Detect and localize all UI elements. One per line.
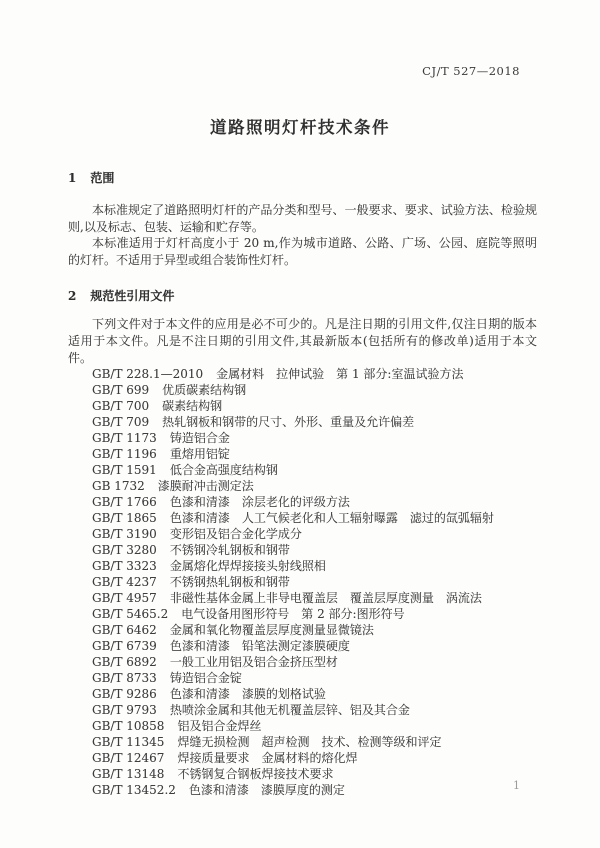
reference-item — [68, 462, 537, 478]
reference-item — [68, 494, 537, 510]
standard-number: CJ/T 527—2018 — [422, 64, 520, 78]
reference-code: GB/T 5465.2 — [92, 607, 169, 622]
reference-code: GB/T 8733 — [92, 671, 157, 686]
reference-code: GB/T 1173 — [92, 431, 157, 446]
reference-item — [68, 766, 537, 782]
reference-title: 非磁性基体金属上非导电覆盖层 覆盖层厚度测量 涡流法 — [169, 591, 482, 606]
reference-title: 焊接质量要求 金属材料的熔化焊 — [177, 751, 358, 766]
section-references-heading — [68, 288, 537, 304]
reference-item — [68, 622, 537, 638]
reference-code: GB/T 11345 — [92, 735, 165, 750]
reference-code: GB/T 1196 — [92, 447, 157, 462]
reference-item — [68, 750, 537, 766]
reference-title: 漆膜耐冲击测定法 — [157, 479, 254, 494]
reference-title: 不锈钢冷轧钢板和钢带 — [169, 543, 290, 558]
reference-title: 金属和氧化物覆盖层厚度测量显微镜法 — [169, 623, 374, 638]
reference-code: GB/T 3323 — [92, 559, 157, 574]
reference-title: 色漆和清漆 人工气候老化和人工辐射曝露 滤过的氙弧辐射 — [169, 511, 494, 526]
reference-code: GB/T 6739 — [92, 639, 157, 654]
reference-code: GB/T 6892 — [92, 655, 157, 670]
reference-title: 电气设备用图形符号 第 2 部分:图形符号 — [181, 607, 405, 622]
reference-item — [68, 782, 537, 798]
reference-code: GB/T 1766 — [92, 495, 157, 510]
reference-title: 热轧钢板和钢带的尺寸、外形、重量及允许偏差 — [162, 415, 415, 430]
reference-title: 碳素结构钢 — [162, 399, 223, 414]
reference-title: 重熔用铝锭 — [169, 447, 230, 462]
reference-item — [68, 366, 537, 382]
section-scope-number: 1 — [68, 171, 77, 185]
reference-title: 铸造铝合金 — [169, 431, 230, 446]
reference-code: GB/T 4957 — [92, 591, 157, 606]
reference-item — [68, 702, 537, 718]
reference-title: 色漆和清漆 铅笔法测定漆膜硬度 — [169, 639, 350, 654]
section-references-number: 2 — [68, 289, 77, 304]
page-number: 1 — [513, 779, 520, 792]
page-content — [68, 170, 537, 798]
reference-title: 变形铝及铝合金化学成分 — [169, 527, 302, 542]
reference-code: GB/T 709 — [92, 415, 150, 430]
reference-item — [68, 574, 537, 590]
reference-title: 优质碳素结构钢 — [162, 383, 247, 398]
reference-item — [68, 430, 537, 446]
reference-code: GB/T 9793 — [92, 703, 157, 718]
reference-item — [68, 446, 537, 462]
reference-title: 铝及铝合金焊丝 — [177, 719, 262, 734]
reference-code: GB/T 1865 — [92, 511, 157, 526]
reference-title: 一般工业用铝及铝合金挤压型材 — [169, 655, 338, 670]
reference-item — [68, 478, 537, 494]
reference-item — [68, 542, 537, 558]
reference-item — [68, 654, 537, 670]
reference-item — [68, 510, 537, 526]
reference-title: 热喷涂金属和其他无机覆盖层锌、铝及其合金 — [169, 703, 410, 718]
reference-title: 不锈钢复合钢板焊接技术要求 — [177, 767, 334, 782]
document-title: 道路照明灯杆技术条件 — [210, 118, 390, 137]
reference-title: 金属熔化焊焊接接头射线照相 — [169, 559, 326, 574]
reference-title: 低合金高强度结构钢 — [169, 463, 278, 478]
reference-item — [68, 558, 537, 574]
reference-item — [68, 606, 537, 622]
scope-paragraph-1: 本标准规定了道路照明灯杆的产品分类和型号、一般要求、要求、试验方法、检验规则,以及标志、包装、运输和贮存等。 — [68, 203, 537, 234]
references-list — [68, 366, 537, 798]
reference-code: GB/T 3190 — [92, 527, 157, 542]
reference-code: GB/T 4237 — [92, 575, 157, 590]
reference-item — [68, 686, 537, 702]
reference-item — [68, 526, 537, 542]
reference-code: GB/T 13452.2 — [92, 783, 176, 798]
reference-item — [68, 382, 537, 398]
section-scope-heading — [68, 170, 537, 186]
reference-item — [68, 590, 537, 606]
reference-code: GB/T 1591 — [92, 463, 157, 478]
reference-title: 不锈钢热轧钢板和钢带 — [169, 575, 290, 590]
reference-title: 铸造铝合金锭 — [169, 671, 242, 686]
reference-code: GB/T 699 — [92, 383, 150, 398]
reference-title: 色漆和清漆 涂层老化的评级方法 — [169, 495, 350, 510]
section-references-title: 规范性引用文件 — [90, 289, 175, 304]
reference-title: 焊缝无损检测 超声检测 技术、检测等级和评定 — [177, 735, 442, 750]
reference-code: GB/T 12467 — [92, 751, 165, 766]
reference-code: GB/T 13148 — [92, 767, 165, 782]
reference-code: GB/T 3280 — [92, 543, 157, 558]
reference-code: GB/T 228.1—2010 — [92, 367, 204, 382]
reference-code: GB/T 6462 — [92, 623, 157, 638]
reference-item — [68, 414, 537, 430]
reference-item — [68, 670, 537, 686]
reference-item — [68, 398, 537, 414]
reference-code: GB/T 10858 — [92, 719, 165, 734]
reference-item — [68, 718, 537, 734]
reference-title: 色漆和清漆 漆膜的划格试验 — [169, 687, 326, 702]
reference-title: 色漆和清漆 漆膜厚度的测定 — [188, 783, 345, 798]
references-intro-paragraph: 下列文件对于本文件的应用是必不可少的。凡是注日期的引用文件,仅注日期的版本适用于本文件。凡是不注日期的引用文件,其最新版本(包括所有的修改单)适用于本文件。 — [68, 317, 537, 365]
reference-code: GB 1732 — [92, 479, 145, 494]
reference-item — [68, 638, 537, 654]
reference-item — [68, 734, 537, 750]
section-scope-title: 范围 — [90, 171, 115, 185]
reference-code: GB/T 9286 — [92, 687, 157, 702]
reference-code: GB/T 700 — [92, 399, 150, 414]
reference-title: 金属材料 拉伸试验 第 1 部分:室温试验方法 — [216, 367, 464, 382]
scope-paragraph-2: 本标准适用于灯杆高度小于 20 m,作为城市道路、公路、广场、公园、庭院等照明的灯杆。不适用于异型或组合装饰性灯杆。 — [68, 236, 537, 267]
